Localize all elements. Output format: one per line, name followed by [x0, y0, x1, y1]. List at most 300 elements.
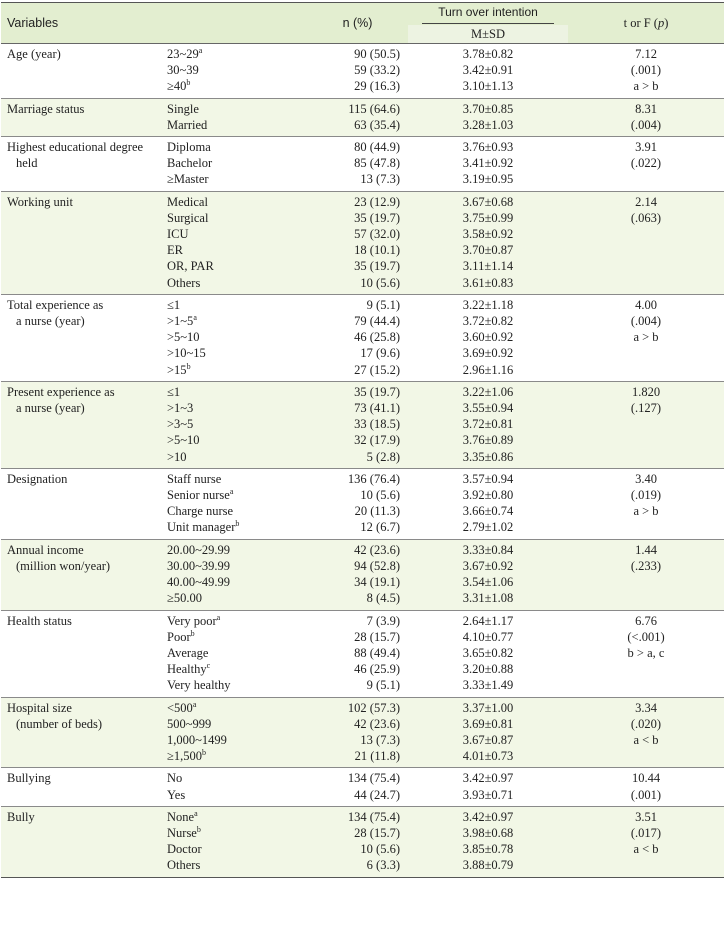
category-text: >10: [167, 449, 187, 464]
n-percent-value: 10 (5.6): [360, 275, 400, 290]
stat-value: (.004): [630, 117, 662, 132]
category-label: [167, 542, 307, 558]
variable-cell: [1, 381, 167, 468]
variable-name: Bully: [7, 809, 35, 824]
stat-value: (<.001): [627, 629, 665, 644]
turnover-intention-table: [1, 2, 724, 878]
category-text: Single: [167, 101, 199, 116]
variable-name: (number of beds): [16, 716, 103, 731]
n-percent-value: 42 (23.6): [354, 716, 400, 731]
mean-sd-value: 2.96±1.16: [462, 362, 514, 377]
superscript-marker: c: [206, 661, 211, 671]
category-text: Unit manager: [167, 520, 236, 535]
table-row: [1, 610, 724, 697]
stat-value: 10.44: [631, 771, 661, 786]
n-percent-value: 29 (16.3): [354, 79, 400, 94]
stat-cell: [568, 697, 724, 768]
category-label: [167, 329, 307, 345]
category-label: [167, 519, 307, 535]
stat-value: (.001): [630, 63, 662, 78]
stat-value: 3.40: [635, 471, 657, 486]
variable-name: Present experience as: [7, 384, 115, 399]
mean-sd-value: 3.61±0.83: [462, 275, 514, 290]
category-label: [167, 613, 307, 629]
mean-sd-value: 3.85±0.78: [462, 842, 514, 857]
superscript-marker: b: [186, 78, 191, 88]
stat-value: 7.12: [635, 47, 657, 61]
n-percent-cell: [307, 381, 408, 468]
category-text: Senior nurse: [167, 488, 230, 503]
category-label: [167, 629, 307, 645]
stat-cell: [568, 539, 724, 610]
category-text: Very healthy: [167, 678, 231, 693]
superscript-marker: b: [186, 361, 191, 371]
category-text: ≤1: [167, 297, 181, 312]
mean-sd-value: 3.11±1.14: [462, 259, 514, 274]
n-percent-value: 12 (6.7): [360, 520, 400, 535]
n-percent-cell: [307, 137, 408, 192]
table-row: [1, 98, 724, 136]
mean-sd-value: 3.88±0.79: [462, 858, 514, 873]
mean-sd-value: 3.92±0.80: [462, 488, 514, 503]
category-text: Doctor: [167, 842, 202, 857]
mean-sd-value: 3.78±0.82: [462, 47, 514, 61]
variable-cell: [1, 697, 167, 768]
table-row: [1, 44, 724, 99]
mean-sd-value: 3.67±0.87: [462, 732, 514, 747]
stat-value: 2.14: [635, 194, 657, 209]
category-label: [167, 313, 307, 329]
category-label: [167, 677, 307, 693]
category-cell: [167, 137, 307, 192]
category-label: [167, 384, 307, 400]
n-percent-value: 10 (5.6): [360, 842, 400, 857]
category-label: [167, 242, 307, 258]
header-turnover-label: Turn over intention: [422, 4, 554, 23]
stat-cell: [568, 191, 724, 294]
category-text: <500: [167, 700, 193, 715]
stat-cell: [568, 137, 724, 192]
table-header: [1, 3, 724, 44]
n-percent-value: 8 (4.5): [366, 591, 400, 606]
table-row: [1, 468, 724, 539]
mean-sd-value: 3.72±0.81: [462, 417, 514, 432]
n-percent-value: 44 (24.7): [354, 787, 400, 802]
header-turnover-intention: [408, 3, 568, 26]
category-label: [167, 194, 307, 210]
category-text: 1,000~1499: [167, 732, 227, 747]
mean-sd-value: 3.69±0.92: [462, 346, 514, 361]
mean-sd-value: 3.20±0.88: [462, 662, 514, 677]
stat-cell: [568, 98, 724, 136]
category-text: 20.00~29.99: [167, 542, 231, 557]
mean-sd-cell: [408, 294, 568, 381]
stat-value: (.127): [630, 401, 662, 416]
mean-sd-value: 3.57±0.94: [462, 471, 514, 486]
n-percent-value: 5 (2.8): [366, 449, 400, 464]
n-percent-value: 42 (23.6): [354, 542, 400, 557]
mean-sd-value: 3.33±0.84: [462, 542, 514, 557]
n-percent-value: 35 (19.7): [354, 259, 400, 274]
category-label: [167, 345, 307, 361]
n-percent-cell: [307, 44, 408, 99]
category-text: ≥40: [167, 79, 187, 94]
n-percent-value: 79 (44.4): [354, 314, 400, 329]
category-text: Nurse: [167, 825, 197, 840]
category-label: [167, 117, 307, 133]
category-label: [167, 732, 307, 748]
variable-cell: [1, 44, 167, 99]
header-n-percent: n (%): [307, 3, 408, 44]
n-percent-value: 18 (10.1): [354, 243, 400, 258]
stat-value: (.001): [630, 787, 662, 802]
mean-sd-cell: [408, 381, 568, 468]
category-text: Bachelor: [167, 156, 213, 171]
variable-name: Designation: [7, 471, 68, 486]
superscript-marker: b: [202, 748, 206, 758]
category-label: [167, 275, 307, 291]
category-label: [167, 297, 307, 313]
n-percent-value: 23 (12.9): [354, 194, 400, 209]
variable-name: held: [16, 156, 38, 171]
table-row: [1, 697, 724, 768]
n-percent-cell: [307, 768, 408, 806]
variable-cell: [1, 137, 167, 192]
category-text: Surgical: [167, 210, 209, 225]
stat-value: (.017): [630, 825, 662, 840]
n-percent-value: 134 (75.4): [347, 809, 400, 824]
mean-sd-value: 3.72±0.82: [462, 314, 514, 329]
table-row: [1, 294, 724, 381]
header-variables: Variables: [1, 3, 307, 44]
category-cell: [167, 610, 307, 697]
stat-value: (.019): [630, 488, 662, 503]
category-text: Average: [167, 645, 209, 660]
category-label: [167, 716, 307, 732]
variable-name: Annual income: [7, 542, 84, 557]
category-text: Medical: [167, 194, 208, 209]
mean-sd-value: 3.66±0.74: [462, 504, 514, 519]
mean-sd-value: 3.93±0.71: [462, 787, 514, 802]
variable-name: Highest educational degree: [7, 140, 144, 155]
mean-sd-cell: [408, 806, 568, 877]
category-text: ≤1: [167, 384, 181, 399]
category-text: 30~39: [167, 63, 199, 78]
n-percent-value: 7 (3.9): [366, 613, 400, 628]
superscript-marker: b: [196, 824, 201, 834]
table-row: [1, 768, 724, 806]
mean-sd-value: 3.58±0.92: [462, 227, 514, 242]
mean-sd-value: 3.31±1.08: [462, 591, 514, 606]
n-percent-value: 10 (5.6): [360, 488, 400, 503]
superscript-marker: a: [229, 487, 234, 497]
stat-value: 6.76: [635, 613, 657, 628]
mean-sd-value: 3.76±0.93: [462, 140, 514, 155]
stat-value: 3.91: [635, 140, 657, 155]
category-text: >1~3: [167, 401, 194, 416]
n-percent-value: 88 (49.4): [354, 645, 400, 660]
category-text: Others: [167, 858, 201, 873]
stat-value: 1.44: [635, 542, 657, 557]
n-percent-value: 46 (25.9): [354, 662, 400, 677]
category-label: [167, 400, 307, 416]
category-label: [167, 841, 307, 857]
n-percent-value: 20 (11.3): [354, 504, 400, 519]
variable-name: Marriage status: [7, 101, 85, 116]
mean-sd-value: 3.42±0.91: [462, 63, 514, 78]
mean-sd-cell: [408, 697, 568, 768]
mean-sd-value: 4.01±0.73: [462, 749, 514, 764]
category-text: >5~10: [167, 433, 200, 448]
n-percent-value: 46 (25.8): [354, 330, 400, 345]
category-label: [167, 62, 307, 78]
superscript-marker: b: [235, 519, 240, 529]
variable-name: (million won/year): [16, 558, 111, 573]
category-text: Very poor: [167, 613, 217, 628]
category-text: 30.00~39.99: [167, 558, 231, 573]
stat-value: a > b: [633, 330, 659, 345]
n-percent-value: 102 (57.3): [347, 700, 400, 715]
category-cell: [167, 468, 307, 539]
mean-sd-cell: [408, 137, 568, 192]
n-percent-value: 9 (5.1): [366, 678, 400, 693]
category-label: [167, 258, 307, 274]
mean-sd-value: 3.37±1.00: [462, 700, 514, 715]
category-text: ≥Master: [167, 172, 209, 187]
variable-cell: [1, 610, 167, 697]
mean-sd-value: 3.98±0.68: [462, 825, 514, 840]
category-text: No: [167, 771, 183, 786]
category-label: [167, 139, 307, 155]
category-text: 23~29: [167, 47, 199, 61]
header-stat-label: t or F (p): [623, 15, 669, 30]
data-table-container: [1, 2, 724, 878]
stat-cell: [568, 468, 724, 539]
n-percent-value: 115 (64.6): [348, 101, 400, 116]
n-percent-value: 17 (9.6): [360, 346, 400, 361]
n-percent-value: 73 (41.1): [354, 401, 400, 416]
n-percent-value: 28 (15.7): [354, 825, 400, 840]
n-percent-cell: [307, 98, 408, 136]
mean-sd-cell: [408, 610, 568, 697]
category-text: ≥1,500: [167, 749, 202, 764]
category-label: [167, 590, 307, 606]
mean-sd-value: 3.60±0.92: [462, 330, 514, 345]
category-label: [167, 487, 307, 503]
variable-cell: [1, 191, 167, 294]
n-percent-value: 57 (32.0): [354, 227, 400, 242]
variable-name: Hospital size: [7, 700, 72, 715]
n-percent-value: 27 (15.2): [354, 362, 400, 377]
category-label: [167, 416, 307, 432]
n-percent-value: 35 (19.7): [354, 210, 400, 225]
mean-sd-value: 3.41±0.92: [462, 156, 514, 171]
mean-sd-value: 3.42±0.97: [462, 771, 514, 786]
category-label: [167, 857, 307, 873]
stat-cell: [568, 44, 724, 99]
n-percent-cell: [307, 697, 408, 768]
stat-value: (.233): [630, 558, 662, 573]
category-text: Poor: [167, 629, 191, 644]
n-percent-value: 21 (11.8): [354, 749, 400, 764]
mean-sd-value: 3.55±0.94: [462, 401, 514, 416]
n-percent-cell: [307, 610, 408, 697]
category-text: ER: [167, 243, 183, 258]
mean-sd-cell: [408, 468, 568, 539]
category-text: >15: [167, 362, 187, 377]
superscript-marker: b: [190, 628, 195, 638]
category-cell: [167, 98, 307, 136]
stat-cell: [568, 610, 724, 697]
mean-sd-value: 2.79±1.02: [462, 520, 514, 535]
stat-value: a > b: [633, 504, 659, 519]
category-label: [167, 171, 307, 187]
superscript-marker: a: [193, 313, 197, 323]
n-percent-value: 28 (15.7): [354, 629, 400, 644]
category-text: OR, PAR: [167, 259, 214, 274]
header-mean-sd: M±SD: [408, 25, 568, 44]
header-t-or-f: [568, 3, 724, 44]
stat-value: a < b: [633, 842, 659, 857]
mean-sd-value: 3.67±0.68: [462, 194, 514, 209]
n-percent-cell: [307, 191, 408, 294]
table-row: [1, 381, 724, 468]
n-percent-cell: [307, 539, 408, 610]
mean-sd-value: 4.10±0.77: [462, 629, 514, 644]
mean-sd-cell: [408, 98, 568, 136]
category-text: >3~5: [167, 417, 194, 432]
table-row: [1, 539, 724, 610]
n-percent-cell: [307, 294, 408, 381]
mean-sd-value: 3.70±0.87: [462, 243, 514, 258]
category-text: ≥50.00: [167, 591, 202, 606]
mean-sd-value: 3.69±0.81: [462, 716, 514, 731]
variable-cell: [1, 468, 167, 539]
n-percent-value: 85 (47.8): [354, 156, 400, 171]
stat-value: 3.51: [635, 809, 657, 824]
table-row: [1, 137, 724, 192]
n-percent-value: 90 (50.5): [354, 47, 400, 61]
mean-sd-value: 3.33±1.49: [462, 678, 514, 693]
category-text: >1~5: [167, 314, 194, 329]
stat-value: (.020): [630, 716, 662, 731]
stat-value: a < b: [633, 732, 659, 747]
category-cell: [167, 539, 307, 610]
superscript-marker: a: [216, 612, 221, 622]
stat-value: (.063): [630, 210, 662, 225]
category-label: [167, 78, 307, 94]
category-text: Charge nurse: [167, 504, 234, 519]
category-label: [167, 661, 307, 677]
variable-name: a nurse (year): [16, 314, 85, 329]
category-text: Diploma: [167, 140, 211, 155]
category-label: [167, 700, 307, 716]
superscript-marker: a: [192, 699, 197, 709]
variable-name: Health status: [7, 613, 72, 628]
variable-name: a nurse (year): [16, 401, 85, 416]
superscript-marker: a: [198, 46, 203, 55]
category-cell: [167, 806, 307, 877]
mean-sd-value: 2.64±1.17: [462, 613, 514, 628]
mean-sd-value: 3.22±1.06: [462, 384, 514, 399]
n-percent-cell: [307, 806, 408, 877]
n-percent-value: 94 (52.8): [354, 558, 400, 573]
mean-sd-value: 3.75±0.99: [462, 210, 514, 225]
category-text: None: [167, 809, 195, 824]
variable-cell: [1, 806, 167, 877]
stat-cell: [568, 806, 724, 877]
variable-name: Bullying: [7, 771, 51, 786]
category-cell: [167, 294, 307, 381]
stat-value: a > b: [633, 79, 659, 94]
stat-cell: [568, 768, 724, 806]
variable-cell: [1, 768, 167, 806]
variable-name: Total experience as: [7, 297, 104, 312]
category-label: [167, 101, 307, 117]
mean-sd-value: 3.65±0.82: [462, 645, 514, 660]
n-percent-value: 13 (7.3): [360, 732, 400, 747]
category-text: >5~10: [167, 330, 200, 345]
stat-value: (.004): [630, 314, 662, 329]
category-label: [167, 748, 307, 764]
category-label: [167, 226, 307, 242]
category-label: [167, 210, 307, 226]
n-percent-value: 32 (17.9): [354, 433, 400, 448]
mean-sd-value: 3.10±1.13: [462, 79, 514, 94]
mean-sd-value: 3.22±1.18: [462, 297, 514, 312]
category-label: [167, 825, 307, 841]
category-text: Yes: [167, 787, 186, 802]
table-body: [1, 44, 724, 878]
category-cell: [167, 381, 307, 468]
n-percent-value: 34 (19.1): [354, 575, 400, 590]
mean-sd-value: 3.54±1.06: [462, 575, 514, 590]
stat-value: b > a, c: [627, 645, 665, 660]
mean-sd-value: 3.42±0.97: [462, 809, 514, 824]
n-percent-value: 134 (75.4): [347, 771, 400, 786]
category-text: ICU: [167, 227, 189, 242]
variable-cell: [1, 539, 167, 610]
category-label: [167, 503, 307, 519]
stat-value: 8.31: [635, 101, 657, 116]
variable-cell: [1, 294, 167, 381]
mean-sd-cell: [408, 44, 568, 99]
n-percent-value: 63 (35.4): [354, 117, 400, 132]
category-label: [167, 155, 307, 171]
category-label: [167, 787, 307, 803]
stat-value: 3.34: [635, 700, 657, 715]
category-label: [167, 809, 307, 825]
category-label: [167, 471, 307, 487]
category-cell: [167, 697, 307, 768]
category-label: [167, 449, 307, 465]
table-row: [1, 806, 724, 877]
category-cell: [167, 44, 307, 99]
variable-name: Age (year): [7, 47, 61, 61]
category-text: Staff nurse: [167, 471, 222, 486]
stat-value: 1.820: [631, 384, 661, 399]
n-percent-value: 9 (5.1): [366, 297, 400, 312]
variable-name: Working unit: [7, 194, 74, 209]
stat-cell: [568, 381, 724, 468]
mean-sd-value: 3.76±0.89: [462, 433, 514, 448]
n-percent-value: 13 (7.3): [360, 172, 400, 187]
n-percent-cell: [307, 468, 408, 539]
mean-sd-value: 3.35±0.86: [462, 449, 514, 464]
category-cell: [167, 191, 307, 294]
category-label: [167, 645, 307, 661]
category-text: Healthy: [167, 662, 207, 677]
